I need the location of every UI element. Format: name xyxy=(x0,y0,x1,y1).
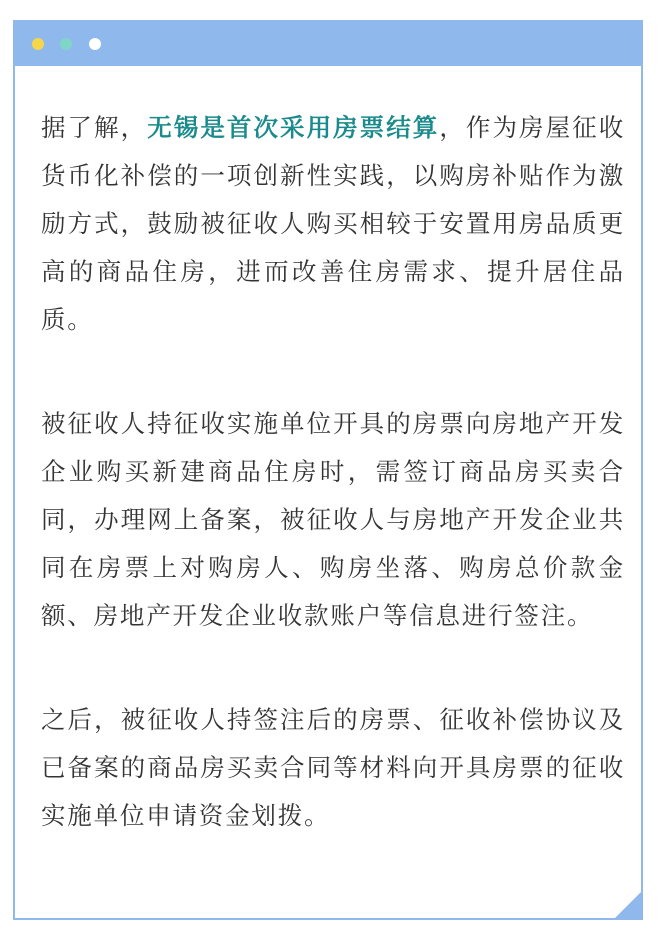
highlight-text: 无锡是首次采用房票结算 xyxy=(147,113,440,142)
yellow-dot-icon xyxy=(32,38,44,50)
teal-dot-icon xyxy=(60,38,72,50)
paragraph-2: 被征收人持征收实施单位开具的房票向房地产开发企业购买新建商品住房时，需签订商品房买卖合同，办理网上备案，被征收人与房地产开发企业共同在房票上对购房人、购房坐落、购房总价款金额、房地产开发企业收款账户等信息进行签注。 xyxy=(41,409,625,630)
paragraph-3: 之后，被征收人持签注后的房票、征收补偿协议及已备案的商品房买卖合同等材料向开具房票的征收实施单位申请资金划拨。 xyxy=(41,705,625,830)
window-titlebar xyxy=(13,20,643,66)
paragraph-1 xyxy=(41,104,625,344)
article-card xyxy=(13,20,643,920)
paragraph-1-intro: 据了解， xyxy=(41,113,148,142)
corner-fold-decoration xyxy=(615,892,641,918)
article-body xyxy=(41,104,625,896)
white-dot-icon xyxy=(89,38,101,50)
paragraph-1-rest: ，作为房屋征收货币化补偿的一项创新性实践，以购房补贴作为激励方式，鼓励被征收人购买相较于安置用房品质更高的商品住房，进而改善住房需求、提升居住品质。 xyxy=(41,113,625,334)
